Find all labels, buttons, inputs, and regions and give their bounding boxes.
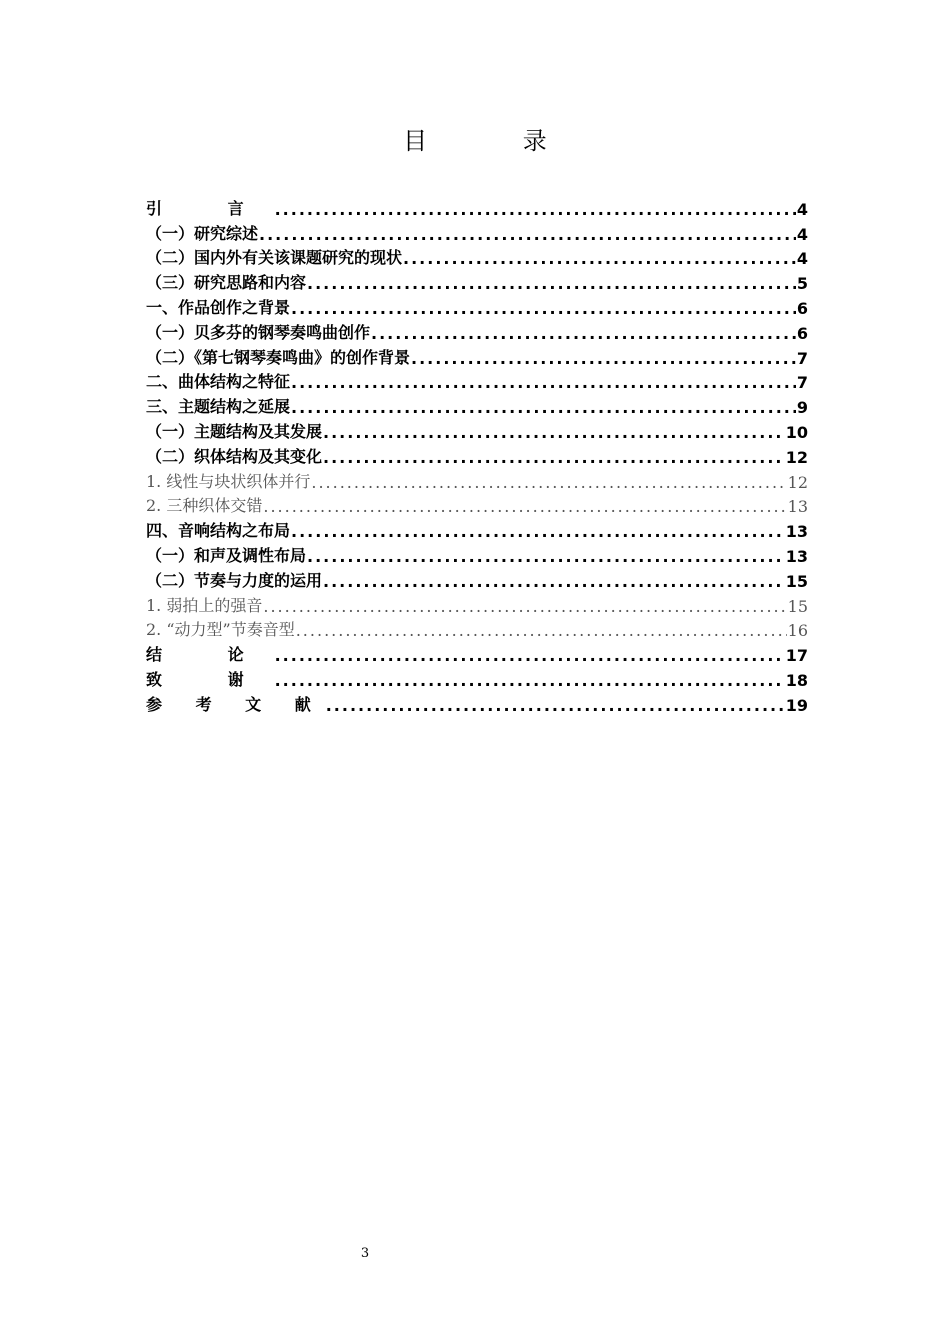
toc-entry-title: 二、曲体结构之特征 — [146, 372, 291, 392]
toc-entry-page: 15 — [787, 596, 808, 616]
toc-entry-title: （二）节奏与力度的运用 — [146, 570, 323, 590]
toc-entry-title: 2. 三种织体交错 — [146, 496, 263, 516]
toc-entry[interactable] — [146, 293, 808, 318]
toc-entry-page: 7 — [796, 373, 808, 393]
toc-entry-title: （一）贝多芬的钢琴奏鸣曲创作 — [146, 322, 371, 342]
toc-entry-title: （二）《第七钢琴奏鸣曲》的创作背景 — [146, 347, 411, 367]
toc-entry-page: 6 — [796, 298, 808, 318]
toc-leader-dots — [291, 398, 796, 417]
toc-leader-dots — [263, 497, 786, 516]
toc-leader-dots — [275, 646, 785, 665]
toc-entry-page: 19 — [785, 695, 808, 715]
toc-leader-dots — [291, 373, 796, 392]
toc-entry-title: （三）研究思路和内容 — [146, 273, 307, 293]
toc-entry[interactable] — [146, 392, 808, 417]
toc-entry-title: 致 谢 — [146, 669, 274, 689]
toc-entry-page: 4 — [796, 249, 808, 269]
toc-leader-dots — [275, 200, 796, 219]
toc-entry-title: （二）织体结构及其变化 — [146, 446, 323, 466]
toc-entry[interactable] — [146, 516, 808, 541]
toc-entry[interactable] — [146, 194, 808, 219]
toc-entry-page: 6 — [796, 323, 808, 343]
toc-entry[interactable] — [146, 343, 808, 368]
toc-entry-title: 四、音响结构之布局 — [146, 521, 291, 541]
toc-entry-page: 10 — [785, 422, 808, 442]
toc-entry-title: （二）国内外有关该课题研究的现状 — [146, 248, 403, 268]
toc-entry-page: 13 — [785, 522, 808, 542]
toc-leader-dots — [371, 324, 796, 343]
toc-entry-title: 结 论 — [146, 645, 274, 665]
toc-entry-page: 16 — [787, 621, 808, 641]
toc-entry[interactable] — [146, 417, 808, 442]
toc-entry[interactable] — [146, 467, 808, 492]
toc-leader-dots — [275, 671, 785, 690]
toc-entry-page: 5 — [796, 274, 808, 294]
toc-entry[interactable] — [146, 244, 808, 269]
toc-entry-page: 18 — [785, 670, 808, 690]
toc-entry[interactable] — [146, 690, 808, 715]
toc-entry[interactable] — [146, 591, 808, 616]
toc-entry-page: 17 — [785, 646, 808, 666]
toc-entry-page: 13 — [785, 546, 808, 566]
toc-leader-dots — [291, 299, 796, 318]
toc-entry-page: 12 — [785, 447, 808, 467]
toc-entry[interactable] — [146, 541, 808, 566]
toc-leader-dots — [307, 547, 785, 566]
toc-entry[interactable] — [146, 442, 808, 467]
toc-leader-dots — [259, 225, 796, 244]
toc-entry-title: 1. 弱拍上的强音 — [146, 595, 263, 615]
toc-entry-page: 4 — [796, 199, 808, 219]
toc-leader-dots — [296, 621, 787, 640]
toc-entry-title: 参 考 文 献 — [146, 694, 325, 714]
toc-leader-dots — [323, 448, 785, 467]
toc-entry-title: （一）主题结构及其发展 — [146, 421, 323, 441]
toc-entry[interactable] — [146, 268, 808, 293]
page-number: 3 — [360, 1246, 370, 1261]
toc-leader-dots — [311, 473, 786, 492]
toc-leader-dots — [411, 349, 796, 368]
toc-entry-page: 9 — [796, 398, 808, 418]
toc-entry-title: 引 言 — [146, 198, 274, 218]
toc-entry[interactable] — [146, 665, 808, 690]
toc-entry-page: 4 — [796, 224, 808, 244]
toc-entry[interactable] — [146, 492, 808, 517]
toc-entry-title: （一）研究综述 — [146, 223, 259, 243]
toc-leader-dots — [263, 597, 786, 616]
toc-leader-dots — [403, 249, 796, 268]
toc-leader-dots — [326, 696, 785, 715]
toc-leader-dots — [323, 572, 785, 591]
page-title: 目 录 — [403, 127, 591, 155]
toc-leader-dots — [291, 522, 785, 541]
toc-entry[interactable] — [146, 318, 808, 343]
toc-entry-page: 12 — [787, 472, 808, 492]
toc-entry-title: （一）和声及调性布局 — [146, 545, 307, 565]
toc-entry-page: 13 — [787, 497, 808, 517]
toc-entry-page: 7 — [796, 348, 808, 368]
toc-entry[interactable] — [146, 566, 808, 591]
table-of-contents — [146, 194, 808, 715]
toc-entry-title: 三、主题结构之延展 — [146, 397, 291, 417]
toc-leader-dots — [307, 274, 796, 293]
toc-entry[interactable] — [146, 368, 808, 393]
toc-entry-title: 一、作品创作之背景 — [146, 297, 291, 317]
toc-entry[interactable] — [146, 616, 808, 641]
toc-entry-title: 1. 线性与块状织体并行 — [146, 471, 311, 491]
toc-entry[interactable] — [146, 640, 808, 665]
toc-entry-page: 15 — [785, 571, 808, 591]
toc-entry-title: 2. “动力型”节奏音型 — [146, 620, 295, 640]
toc-entry[interactable] — [146, 219, 808, 244]
toc-leader-dots — [323, 423, 785, 442]
